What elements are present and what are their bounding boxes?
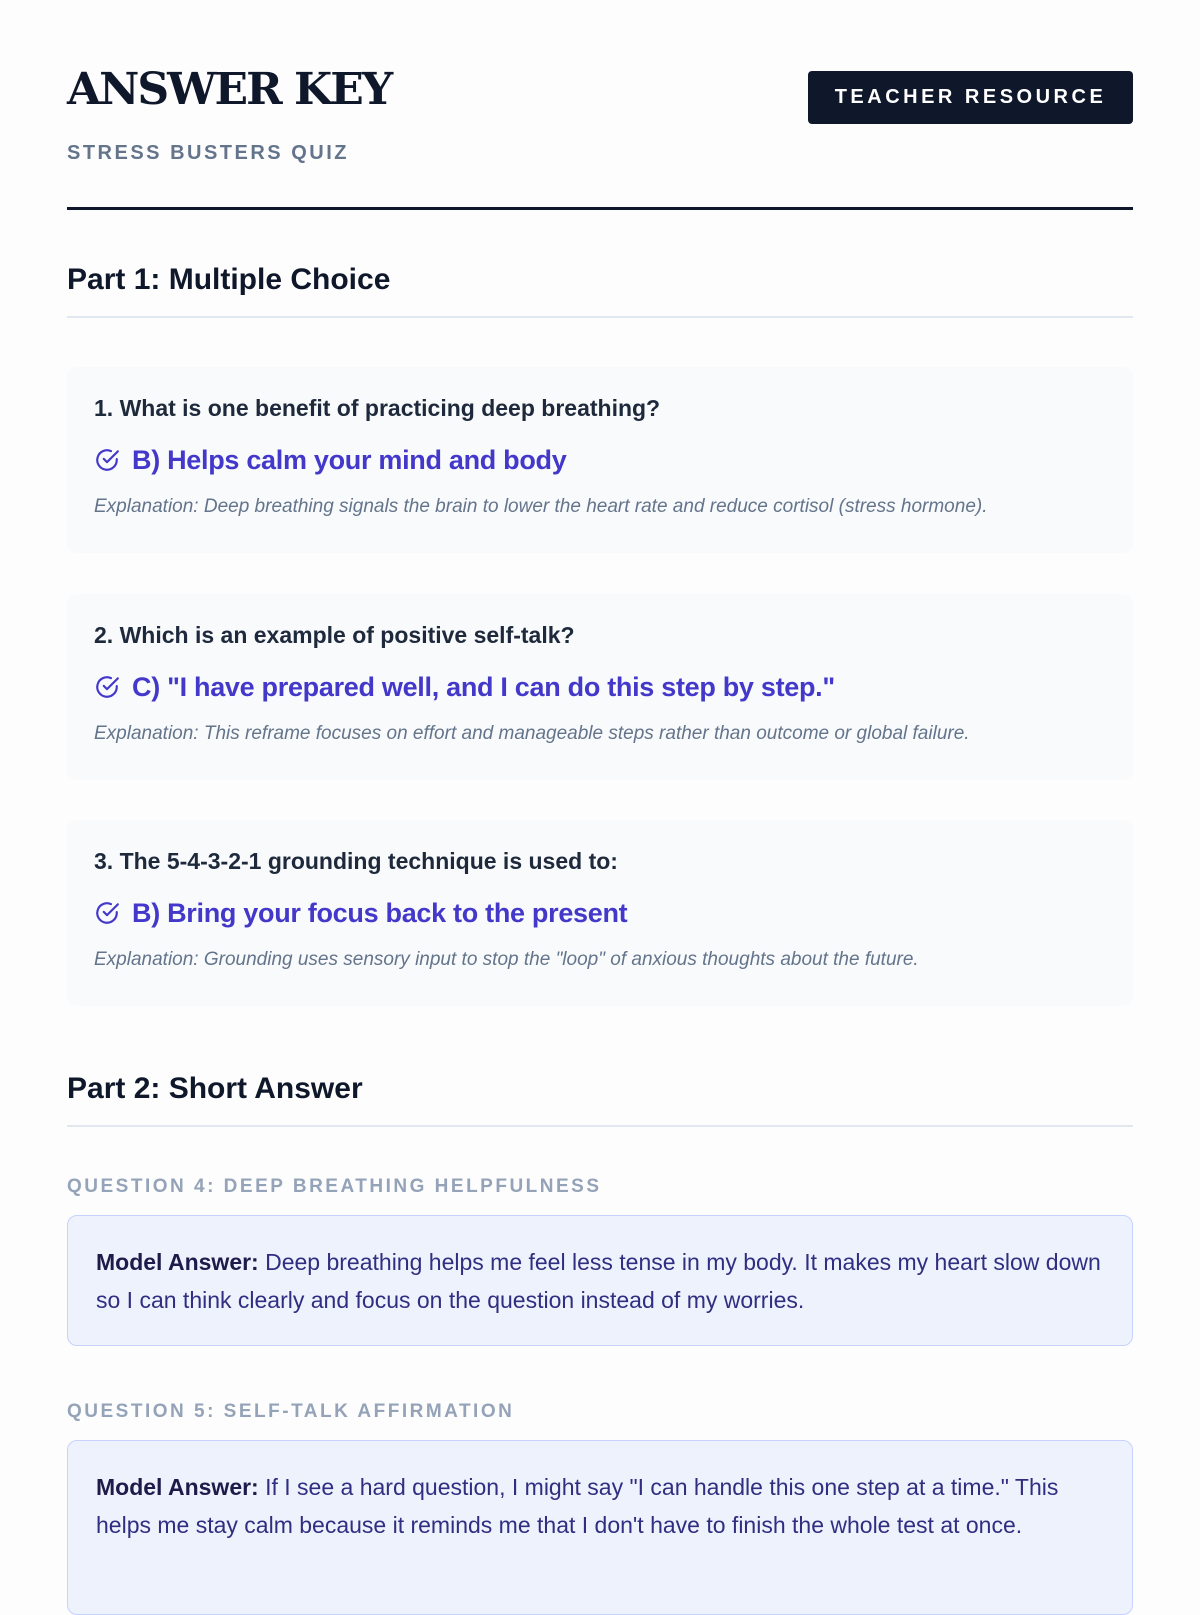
mc-answer-text: B) Helps calm your mind and body [132, 444, 567, 475]
mc-correct-answer [94, 445, 1106, 476]
mc-question-card [67, 367, 1133, 553]
model-answer-text: If I see a hard question, I might say "I can handle this one step at a time." This helps me stay calm because it reminds me that I don't have to finish the whole test at once. [96, 1474, 1059, 1538]
part2-heading: Part 2: Short Answer [67, 1071, 1133, 1127]
mc-question-text: 3. The 5-4-3-2-1 grounding technique is used to: [94, 848, 618, 874]
teacher-resource-badge: TEACHER RESOURCE [808, 71, 1133, 124]
mc-correct-answer [94, 898, 1106, 929]
mc-answer-text: C) "I have prepared well, and I can do this step by step." [132, 671, 835, 702]
model-answer-text: Deep breathing helps me feel less tense in my body. It makes my heart slow down so I can think clearly and focus on the question instead of my worries. [96, 1249, 1101, 1313]
mc-question-text: 1. What is one benefit of practicing deep breathing? [94, 395, 661, 421]
mc-correct-answer [94, 672, 1106, 703]
mc-explanation: Explanation: Grounding uses sensory input to stop the "loop" of anxious thoughts about the future. [94, 948, 919, 970]
mc-explanation: Explanation: Deep breathing signals the brain to lower the heart rate and reduce cortisol (stress hormone). [94, 495, 988, 517]
short-answer-label: QUESTION 5: SELF-TALK AFFIRMATION [67, 1401, 515, 1422]
mc-question-text: 2. Which is an example of positive self-talk? [94, 622, 575, 648]
page-subtitle: STRESS BUSTERS QUIZ [67, 142, 349, 164]
check-circle-icon [94, 447, 120, 473]
part1-heading: Part 1: Multiple Choice [67, 262, 1133, 318]
short-answer-label: QUESTION 4: DEEP BREATHING HELPFULNESS [67, 1176, 602, 1197]
model-answer-box [67, 1440, 1133, 1615]
mc-question-card [67, 594, 1133, 780]
check-circle-icon [94, 674, 120, 700]
model-answer-label: Model Answer: [96, 1474, 259, 1500]
model-answer-label: Model Answer: [96, 1249, 259, 1275]
mc-answer-text: B) Bring your focus back to the present [132, 897, 628, 928]
page-header [67, 0, 1133, 210]
mc-question-card [67, 820, 1133, 1006]
page-title: ANSWER KEY [67, 64, 392, 115]
mc-explanation: Explanation: This reframe focuses on effort and manageable steps rather than outcome or global failure. [94, 722, 970, 744]
check-circle-icon [94, 900, 120, 926]
model-answer-box [67, 1215, 1133, 1346]
